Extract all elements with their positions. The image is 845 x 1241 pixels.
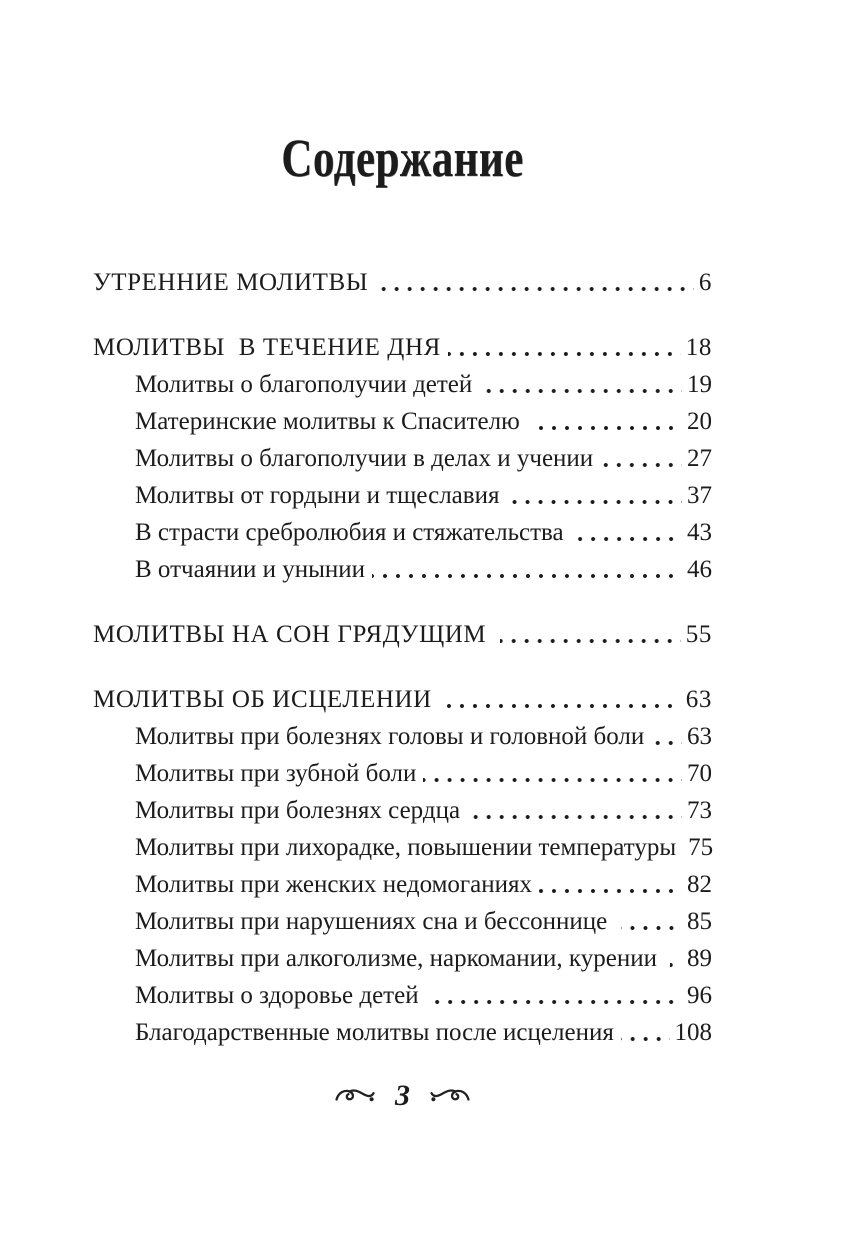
toc-entry-page: 6 [698, 269, 712, 296]
toc-entry [93, 903, 712, 940]
toc-entry-title: Молитвы при зубной боли [135, 760, 417, 787]
toc-dot-leader [506, 500, 682, 504]
toc-dot-leader [439, 704, 681, 708]
toc-dot-leader [539, 889, 682, 893]
toc-entry [93, 440, 712, 477]
toc-entry-page: 19 [687, 371, 712, 398]
toc-entry [93, 681, 712, 718]
toc-entry-page: 18 [685, 334, 712, 361]
toc-entry-page: 46 [687, 556, 712, 583]
toc-entry [93, 329, 712, 366]
page-title: Содержание [281, 128, 524, 188]
toc-entry-page: 73 [687, 797, 712, 824]
toc-entry-page: 89 [687, 945, 712, 972]
toc-entry-page: 108 [674, 1019, 712, 1046]
toc-entry-title: В страсти сребролюбия и стяжательства [135, 519, 570, 546]
toc-entry [93, 477, 712, 514]
toc-dot-leader [533, 426, 682, 430]
toc-entry-title: Молитвы о здоровье детей [135, 982, 425, 1009]
toc-entry-title: МОЛИТВЫ В ТЕЧЕНИЕ ДНЯ [93, 334, 441, 361]
toc-dot-leader [577, 537, 682, 541]
toc-entry-page: 37 [687, 482, 712, 509]
toc-dot-leader [423, 778, 682, 782]
toc-dot-leader [375, 287, 694, 291]
toc-entry-title: МОЛИТВЫ НА СОН ГРЯДУЩИМ [93, 621, 494, 648]
toc-entry-title: УТРЕННИЕ МОЛИТВЫ [93, 269, 369, 296]
toc-entry-title: Молитвы при болезнях головы и головной боли [135, 723, 645, 750]
toc-entry [93, 866, 712, 903]
toc-entry-page: 70 [687, 760, 712, 787]
toc-entry-title: Молитвы при нарушениях сна и бессоннице [135, 908, 614, 935]
toc-entry-page: 63 [687, 723, 712, 750]
toc-entry-title: Молитвы при болезнях сердца [135, 797, 467, 824]
toc-dot-leader [432, 1000, 682, 1004]
toc-dot-leader [479, 389, 682, 393]
toc-entry-page: 63 [685, 686, 712, 713]
right-flourish-icon [430, 1087, 470, 1105]
toc-entry [93, 977, 712, 1014]
toc-entry-title: Молитвы при алкоголизме, наркомании, курении [135, 945, 664, 972]
toc-entry-page: 82 [687, 871, 712, 898]
toc-entry-page: 55 [685, 621, 712, 648]
page-footer [93, 1081, 712, 1111]
toc-entry [93, 792, 712, 829]
toc-entry [93, 366, 712, 403]
toc-dot-leader [651, 741, 682, 745]
left-flourish-icon [335, 1087, 375, 1105]
toc-dot-leader [621, 926, 682, 930]
toc-entry-page: 85 [687, 908, 712, 935]
toc-list [93, 264, 712, 1051]
toc-entry-title: Молитвы при лихорадке, повышении температуры [135, 834, 677, 861]
toc-entry-title: Благодарственные молитвы после исцеления [135, 1019, 614, 1046]
toc-entry [93, 514, 712, 551]
toc-entry [93, 403, 712, 440]
toc-entry-title: В отчаянии и унынии [135, 556, 366, 583]
toc-entry-page: 27 [687, 445, 712, 472]
toc-entry-title: МОЛИТВЫ ОБ ИСЦЕЛЕНИИ [93, 686, 432, 713]
toc-entry-page: 43 [687, 519, 712, 546]
toc-entry [93, 940, 712, 977]
toc-entry [93, 551, 712, 588]
toc-entry [93, 718, 712, 755]
toc-entry-page: 96 [687, 982, 712, 1009]
toc-entry [93, 264, 712, 301]
toc-entry-page: 20 [687, 408, 712, 435]
toc-entry [93, 829, 712, 866]
toc-entry-title: Молитвы при женских недомоганиях [135, 871, 533, 898]
toc-entry [93, 755, 712, 792]
toc-entry [93, 1014, 712, 1051]
toc-entry-title: Молитвы от гордыни и тщеславия [135, 482, 500, 509]
toc-dot-leader [500, 639, 681, 643]
toc-dot-leader [621, 1037, 670, 1041]
toc-entry-title: Молитвы о благополучии в делах и учении [135, 445, 594, 472]
toc-entry-title: Молитвы о благополучии детей [135, 371, 473, 398]
toc-entry-page: 75 [688, 834, 714, 861]
toc-dot-leader [372, 574, 682, 578]
toc-dot-leader [670, 963, 682, 967]
page-number: 3 [395, 1079, 410, 1112]
toc-entry [93, 616, 712, 653]
toc-dot-leader [600, 463, 682, 467]
toc-dot-leader [448, 352, 681, 356]
toc-dot-leader [473, 815, 682, 819]
toc-entry-title: Материнские молитвы к Спасителю [135, 408, 526, 435]
